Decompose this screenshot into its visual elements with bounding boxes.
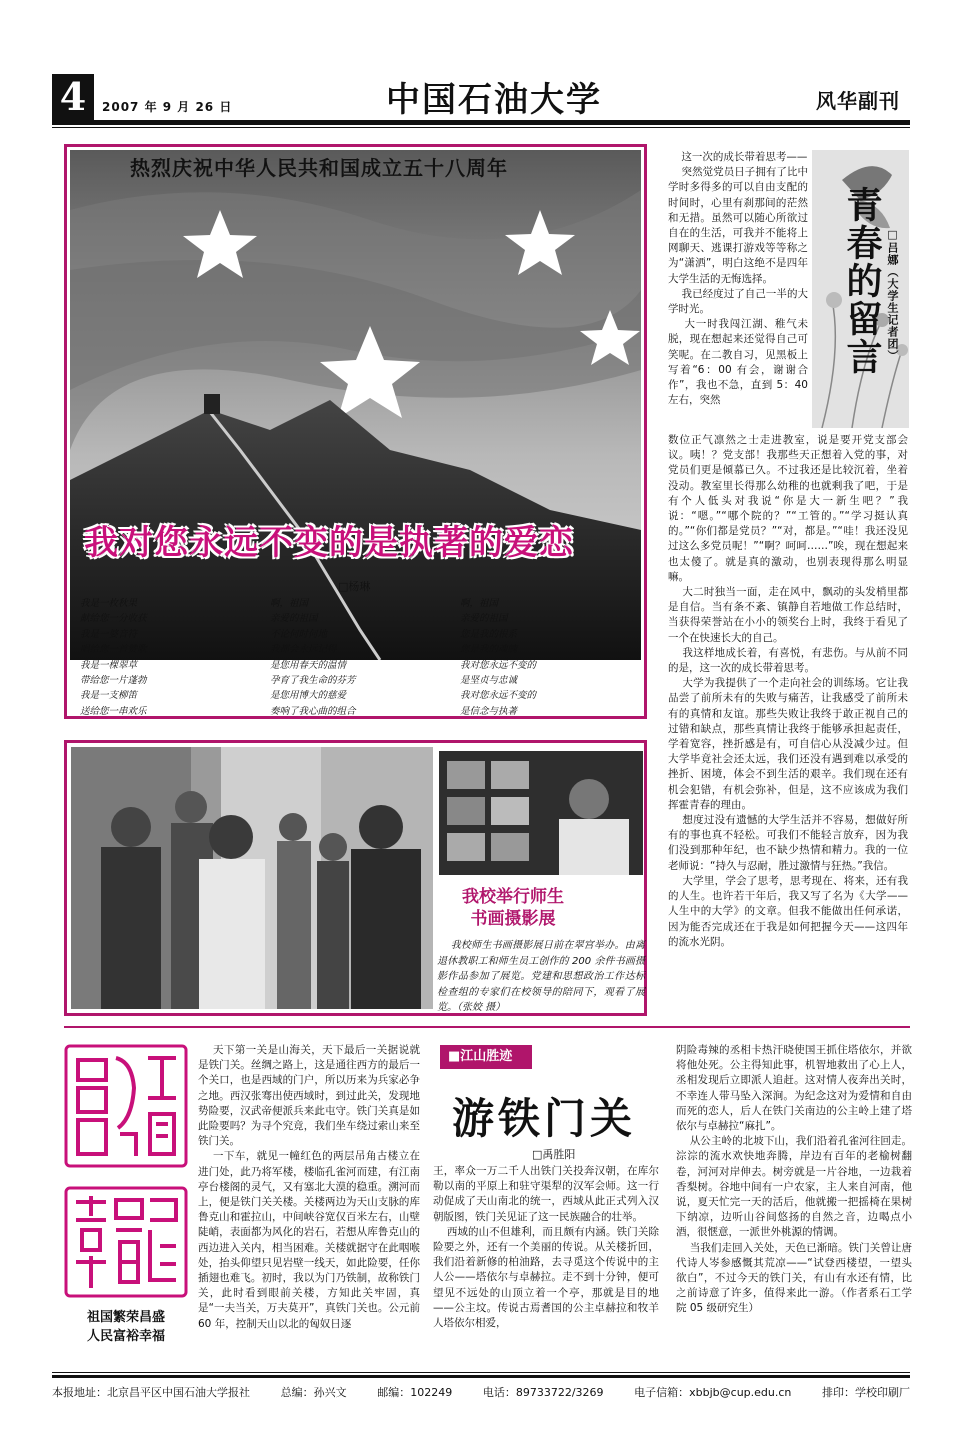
footer-postcode: 邮编：102249	[377, 1386, 453, 1399]
column-tag: ■江山胜迹	[440, 1045, 532, 1069]
seal-caption-line1: 祖国繁荣昌盛	[86, 1310, 165, 1325]
exhibition-photo	[71, 747, 433, 1009]
youth-title: 青春的留言	[841, 186, 883, 376]
poem-column: 我是一枚秋果 献给您一分收获 我是一婆音符 唱给您一首赞歌 我是一棵翠草 带给您一片蓬勃 我是一支柳笛 送给您一串欢乐	[80, 598, 147, 717]
footer-editor: 总编：孙兴文	[280, 1386, 347, 1399]
youth-author: □吕娜（大学生记者团）	[886, 228, 899, 362]
footer-rule-thick	[52, 1375, 910, 1378]
travel-title: 游铁门关	[452, 1094, 637, 1143]
poem-author: □杨琳	[338, 580, 371, 593]
gallery-photo	[439, 751, 643, 875]
poem-column: 啊，祖国 亲爱的祖国 不论何时何地 我都会永远记得 是您用春天的温情 孕育了我生命的芬芳 是您用博大的慈爱 奏响了我心曲的组合	[270, 598, 356, 717]
page-number: 4	[52, 74, 94, 120]
news-headline-line2: 书画摄影展	[470, 909, 556, 929]
section-name: 风华副刊	[816, 89, 900, 113]
seal-stamp-2-drawing	[64, 1186, 188, 1298]
footer-phone: 电话：89733722/3269	[482, 1386, 604, 1399]
poem-headline: 我对您永远不变的是执著的爱恋	[84, 523, 574, 563]
travel-text-col2: 王，率众一万二千人出铁门关投奔汉朝，在库尔勒以南的平原上和驻守渠犁的汉军会师。这一行动促成了天山南北的统一，西域从此正式列入汉朝版图，铁门关见证了这一民族融合的壮举。 西域的山不但雄利，而且颇有内涵。铁门关除险要之外，还有一个美丽的传说。从关楼折回，我们沿着新修的柏油路，去寻觅这个传说中的主人公——塔依尔与卓赫拉。走不到十分钟，便可望见不远处的山顶立着一个亭，那就是目的地——公主坟。传说古焉耆国的公主卓赫拉和牧羊人塔依尔相爱，	[433, 1165, 659, 1330]
masthead-rule	[52, 120, 910, 125]
news-headline-line1: 我校举行师生	[462, 887, 564, 907]
footer-address: 本报地址：北京昌平区中国石油大学报社	[52, 1386, 250, 1399]
issue-date: 2007 年 9 月 26 日	[102, 100, 233, 114]
newspaper-name: 中国石油大学	[386, 80, 602, 120]
seal-stamp-2	[64, 1186, 188, 1298]
exhibition-photo-drawing	[71, 747, 433, 1009]
poem-column: 啊，祖国 亲爱的祖国 您是我的根系 您是我的魂魄 我对您永远不变的 是坚贞与忠诚 我对您永远不变的 是信念与执著	[460, 598, 537, 717]
news-body: 我校师生书画摄影展日前在翠宫举办。由离退休教职工和师生员工创作的 200 余件书画摄影作品参加了展览。党建和思想政治工作达标检查组的专家们在校领导的陪同下，观看了展览。（张姣 摄）	[437, 940, 646, 1014]
news-headline	[448, 886, 578, 930]
footer-print: 排印：学校印刷厂	[822, 1386, 910, 1399]
footer-rule	[52, 1372, 910, 1373]
travel-text-col1: 天下第一关是山海关，天下最后一关据说就是铁门关。丝绸之路上，这是通往西方的最后一个关口，也是西域的门户，所以历来为兵家必争之地。西汉张骞出使西域时，到过此关，发现地势险要，汉武帝便派兵来此屯守。铁门关真是如此险要吗？为寻个究竟，我们坐车绕过索山来至铁门关。 一下车，就见一幢红色的两层吊角古楼立在进门处，此乃将军楼，楼临孔雀河而建，有江南亭台楼阁的灵气，又有塞北大漠的稳重。溯河而上，便是铁门关关楼。关楼两边为天山支脉的库鲁克山和霍拉山，中间峡谷宽仅百米左右，山壁陡峭，表面都为风化的岩石，若想从库鲁克山的西边进入关内，相当困难。关楼就据守在此咽喉处，抬头仰望只见岩壁一线天，如此险要，任你插翅也难飞。初时，我以为门乃铁制，故称铁门关，此时看到眼前关楼，方知此关牢固，真是“一夫当关，万夫莫开”，真铁门关也。公元前 60 年，控制天山以北的匈奴日逐	[198, 1044, 420, 1330]
seal-caption-line2: 人民富裕幸福	[86, 1329, 165, 1344]
footer-email: 电子信箱：xbbjb@cup.edu.cn	[634, 1386, 792, 1399]
anniversary-banner: 热烈庆祝中华人民共和国成立五十八周年	[130, 156, 508, 180]
section-divider	[64, 1026, 910, 1028]
youth-text-main: 数位正气凛然之士走进教室，说是要开党支部会议。咦！？党支部！我那些天正想着入党的事，对党员们更是倾慕已久。不过我还是比较沉着，坐着没动。教室里长得那么幼稚的也就剩我了吧，于是有个人低头对我说“你是大一新生吧？”我说：“嗯。”“哪个院的？”“工管的。”“学习挺认真的。”“你们都是党员？”“对，都是。”“哇！我还没见过这么多党员呢！”“啊？呵呵……”唉，现在想起来也太傻了。就是真的激动，也别表现得那么明显嘛。 大二时独当一面，走在风中，飘动的头发梢里都是自信。当有条不紊、镇静自若地做工作总结时，当获得荣誉站在小小的领奖台上时，我终于看见了一个在快速长大的自己。 我这样地成长着，有喜悦，有悲伤。与从前不同的是，这一次的成长带着思考。 大学为我提供了一个走向社会的训练场。它让我品尝了前所未有的失败与痛苦，让我感受了前所未有的真情和友谊。那些失败让我终于敢正视自己的过错和缺点，那些真情让我终于能够承担起责任，学着宽容，挫折感是有，可自信心从没减少过。但大学毕竟社会还太远，我们还没有遇到难以承受的挫折、困境，体会不到生活的艰辛。我们现在还有机会犯错，有机会弥补，但是，这不应该成为我们挥霍青春的理由。 想度过没有遗憾的大学生活并不容易，想做好所有的事也真不轻松。可我们不能轻言放弃，因为我们没到那种年纪，也不缺少热情和精力。我的一位老师说：“持久与忍耐，胜过激情与狂热。”我信。 大学里，学会了思考，思考现在、将来，还有我的人生。也许若干年后，我又写了名为《大学——人生中的大学》的文章。但我不能做出任何承诺，因为能否完成还在于我是如何把握今天——这四年的流水光阴。	[668, 434, 908, 948]
seal-stamp-1-drawing	[64, 1044, 188, 1168]
footer-info	[52, 1384, 910, 1400]
seal-stamp-1	[64, 1044, 188, 1168]
travel-text-col3: 阴险毒辣的丞相卡热汗晓使国王抓住塔依尔，并欲将他处死。公主得知此事，机智地救出了心上人，丞相发现后立即派人追赶。这对情人夜奔出关时，不幸连人带马坠入深涧。为纪念这对为爱情和自由而死的恋人，后人在铁门关南边的公主岭上建了塔依尔与卓赫拉“麻扎”。 从公主岭的北坡下山，我们沿着孔雀河往回走。淙淙的流水欢快地奔腾，岸边有百年的老榆树翻卷，河河对岸伸去。树旁就是一片谷地，一边栽着香梨树。谷地中间有一户农家，主人来自河南，他说，夏天忙完一天的活后，他就搬一把摇椅在果树下纳凉，边听山谷间悠扬的自然之音，边喝点小酒，很惬意，一派世外桃源的情调。 当我们走回入关处，天色已渐暗。铁门关曾让唐代诗人岑参感慨其荒凉——“试登西楼望，一望头欲白”，不过今天的铁门关，有山有水还有情，比之前诗意了许多，值得来此一游。（作者系石工学院 05 级研究生）	[676, 1044, 913, 1315]
gallery-photo-drawing	[439, 751, 643, 875]
masthead-rule-thin	[52, 127, 910, 128]
travel-author: □禹胜阳	[532, 1148, 576, 1161]
youth-text-top: 这一次的成长带着思考—— 突然觉党员日子拥有了比中学时多得多的可以自由支配的时间时，心里有刹那间的茫然和无措。虽然可以随心所欲过自在的生活，可我并不能将上网聊天、逃课打游戏等等称之为“潇洒”，明白这绝不是四年大学生活的无悔选择。 我已经度过了自己一半的大学时光。 大一时我闯江湖、稚气未脱，现在想起来还觉得自己可笑呢。在二教自习，见黑板上写着“6：00 有会，谢谢合作”，我也不急，直到 5：40 左右，突然	[668, 151, 809, 407]
seal-caption	[64, 1308, 188, 1346]
